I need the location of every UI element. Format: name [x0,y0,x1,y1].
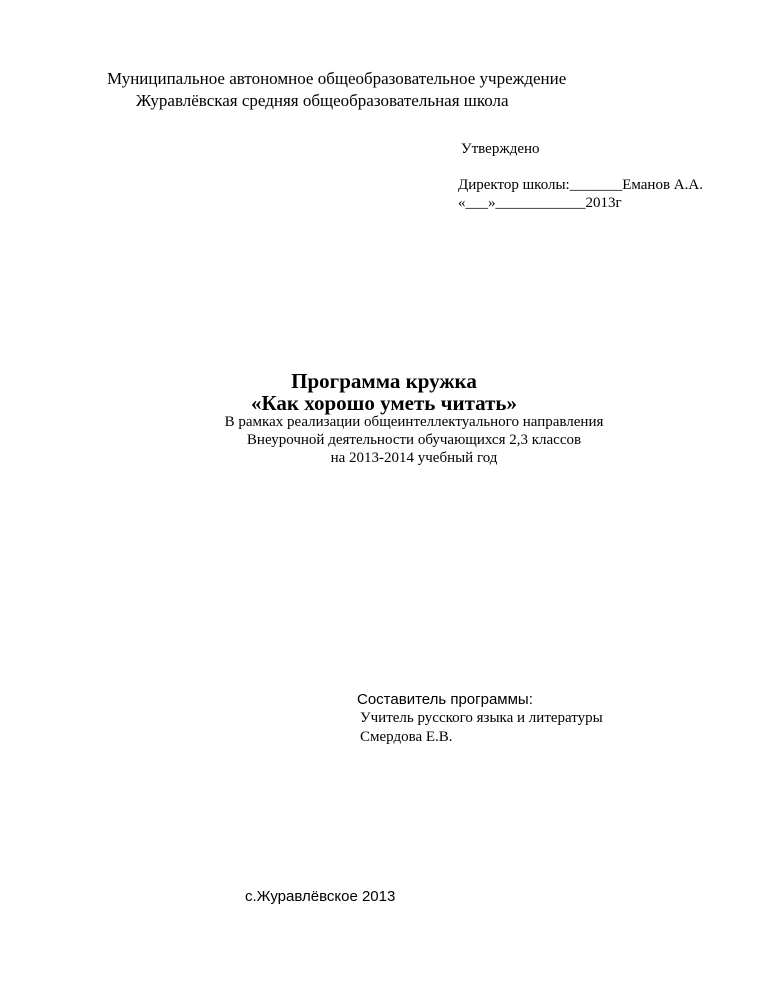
director-signature-line: Директор школы:_______Еманов А.А. [458,177,703,193]
place-and-year: с.Журавлёвское 2013 [245,888,396,905]
approval-date-line: «___»____________2013г [458,195,622,211]
author-label: Составитель программы: [357,691,533,708]
program-audience: Внеурочной деятельности обучающихся 2,3 классов [246,432,582,448]
program-direction: В рамках реализации общеинтеллектуального направления [224,414,604,430]
institution-type: Муниципальное автономное общеобразовательное учреждение [107,69,567,88]
author-name: Смердова Е.В. [360,729,453,745]
program-name: «Как хорошо уметь читать» [250,391,518,415]
approval-label: Утверждено [461,141,540,157]
school-name: Журавлёвская средняя общеобразовательная школа [136,91,509,110]
author-position: Учитель русского языка и литературы [360,710,603,726]
program-year: на 2013-2014 учебный год [330,450,498,466]
program-title: Программа кружка [291,369,477,393]
